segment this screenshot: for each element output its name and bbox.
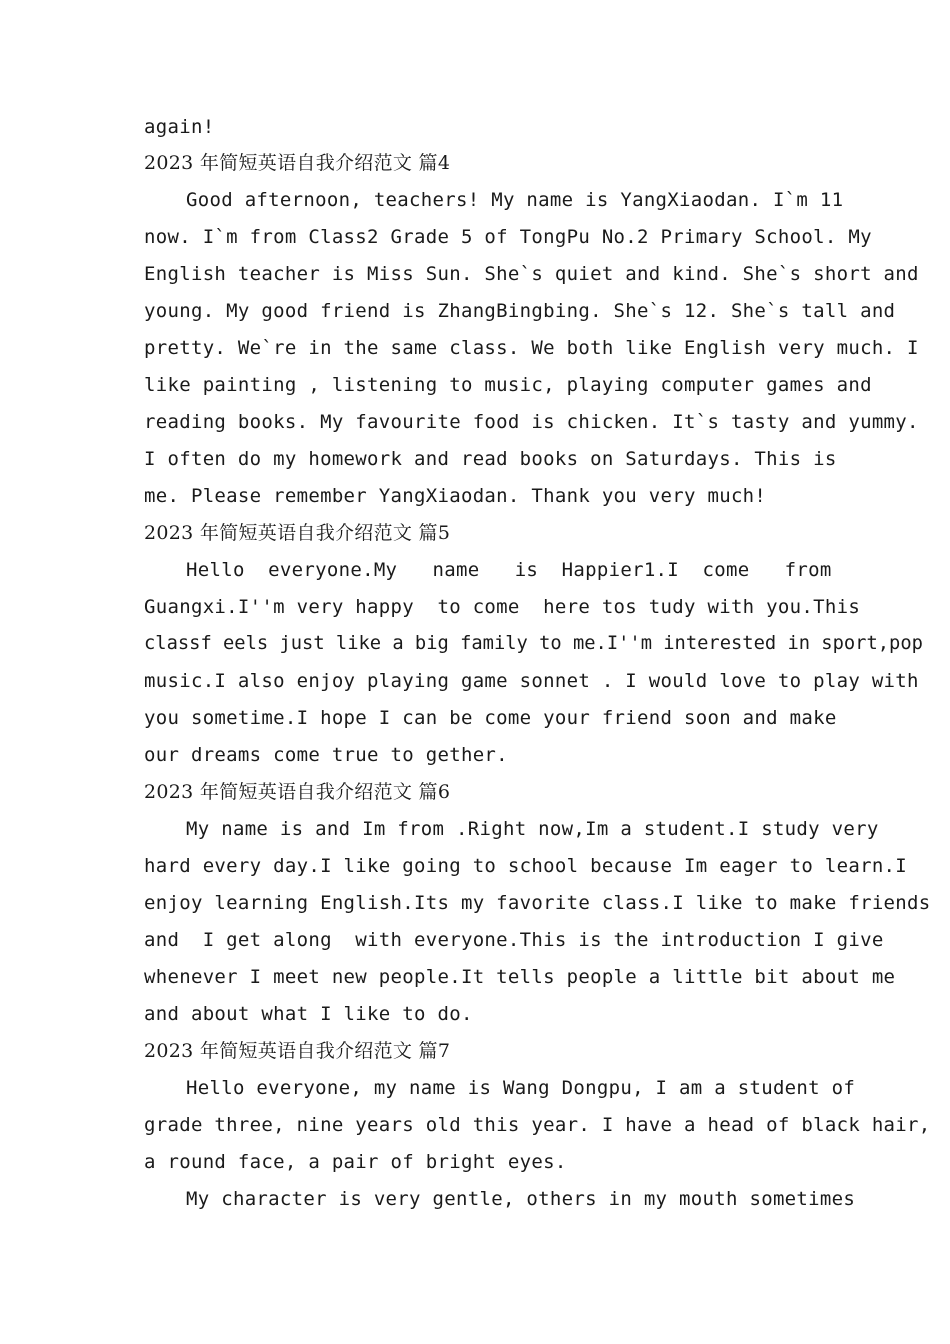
paragraph-line: now. I`m from Class2 Grade 5 of TongPu No.2 Primary School. My	[144, 226, 872, 248]
paragraph-line: whenever I meet new people.It tells people a little bit about me	[144, 966, 896, 988]
paragraph-line: and I get along with everyone.This is the introduction I give	[144, 929, 884, 951]
section-heading: 2023 年简短英语自我介绍范文 篇7	[144, 1040, 451, 1062]
continuation-text: again!	[144, 116, 215, 138]
paragraph-line: our dreams come true to gether.	[144, 744, 508, 766]
paragraph-line: me. Please remember YangXiaodan. Thank you very much!	[144, 485, 767, 507]
paragraph-line: My character is very gentle, others in my mouth sometimes	[186, 1188, 856, 1210]
paragraph-line: Hello everyone, my name is Wang Dongpu, I am a student of	[186, 1077, 856, 1099]
paragraph-line: Guangxi.I''m very happy to come here tos tudy with you.This	[144, 596, 861, 618]
paragraph-line: a round face, a pair of bright eyes.	[144, 1151, 567, 1173]
paragraph-line: My name is and Im from .Right now,Im a student.I study very	[186, 818, 879, 840]
paragraph-line: you sometime.I hope I can be come your friend soon and make	[144, 707, 837, 729]
paragraph-line: reading books. My favourite food is chicken. It`s tasty and yummy.	[144, 411, 919, 433]
paragraph-line: Good afternoon, teachers! My name is YangXiaodan. I`m 11	[186, 189, 844, 211]
paragraph-line: young. My good friend is ZhangBingbing. She`s 12. She`s tall and	[144, 300, 896, 322]
section-heading: 2023 年简短英语自我介绍范文 篇6	[144, 781, 451, 803]
paragraph-line: pretty. We`re in the same class. We both like English very much. I	[144, 337, 919, 359]
paragraph-line: enjoy learning English.Its my favorite class.I like to make friends	[144, 892, 931, 914]
paragraph-line: I often do my homework and read books on Saturdays. This is	[144, 448, 837, 470]
paragraph-line: classf eels just like a big family to me.I''m interested in sport,pop	[144, 633, 923, 654]
paragraph-line: grade three, nine years old this year. I have a head of black hair,	[144, 1114, 931, 1136]
section-heading: 2023 年简短英语自我介绍范文 篇4	[144, 152, 451, 174]
paragraph-line: music.I also enjoy playing game sonnet . I would love to play with	[144, 670, 919, 692]
paragraph-line: like painting , listening to music, playing computer games and	[144, 374, 872, 396]
paragraph-line: hard every day.I like going to school because Im eager to learn.I	[144, 855, 908, 877]
section-heading: 2023 年简短英语自我介绍范文 篇5	[144, 522, 451, 544]
paragraph-line: and about what I like to do.	[144, 1003, 473, 1025]
paragraph-line: English teacher is Miss Sun. She`s quiet and kind. She`s short and	[144, 263, 919, 285]
paragraph-line: Hello everyone.My name is Happier1.I come from	[186, 559, 832, 581]
